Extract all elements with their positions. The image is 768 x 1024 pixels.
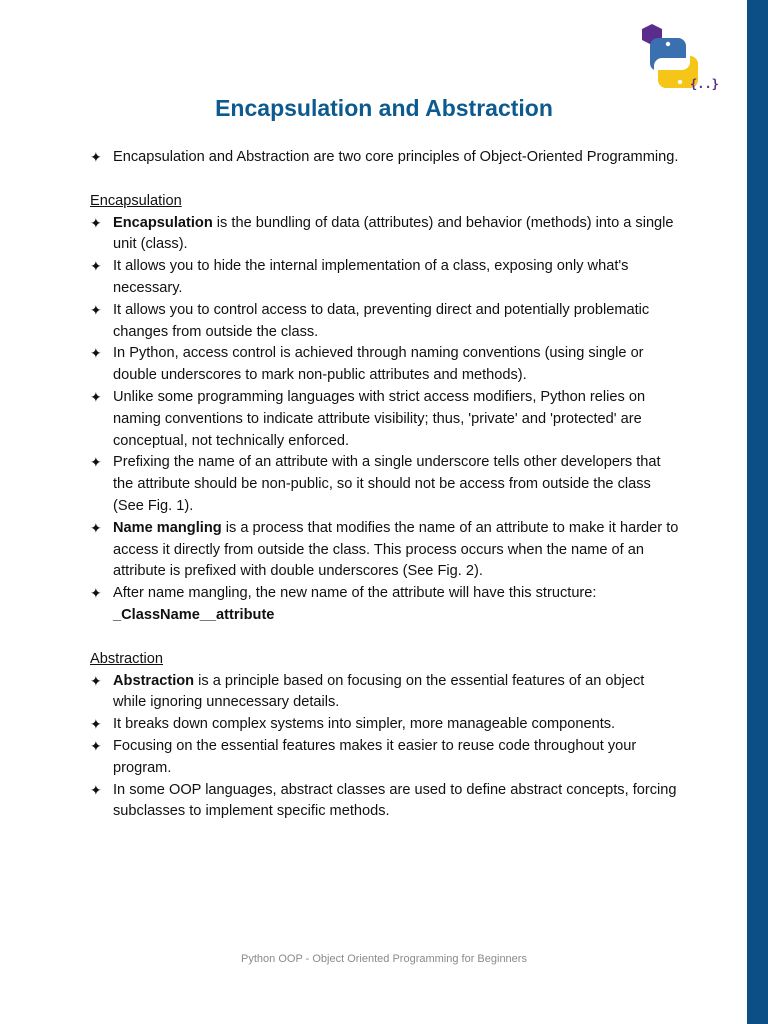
section-list — [90, 671, 680, 824]
bullet-star-icon: ✦ — [90, 737, 102, 754]
item-text: is a principle based on focusing on the essential features of an object while ignoring unnecessary details. — [113, 672, 645, 711]
item-text: Prefixing the name of an attribute with a single underscore tells other developers that the attribute should be non-public, so it should not be access from outside the class (See Fig. 1). — [113, 454, 661, 514]
item-text: Encapsulation and Abstraction are two core principles of Object-Oriented Programming. — [113, 149, 679, 165]
list-item — [90, 780, 680, 824]
page-footer: Python OOP - Object Oriented Programming for Beginners — [241, 953, 527, 965]
list-item — [90, 343, 680, 387]
bullet-star-icon: ✦ — [90, 454, 102, 471]
section-heading: Encapsulation — [90, 192, 182, 209]
bullet-star-icon: ✦ — [90, 149, 102, 165]
list-item — [90, 387, 680, 452]
intro-list — [90, 147, 680, 169]
bullet-star-icon: ✦ — [90, 519, 102, 536]
item-text: is a process that modifies the name of an attribute to make it harder to access it directly from outside the class. This process occurs when the name of an attribute is prefixed with double underscores (See Fig. 2). — [113, 519, 679, 580]
item-text: It allows you to hide the internal implementation of a class, exposing only what's necessary. — [113, 258, 629, 296]
item-text: It breaks down complex systems into simpler, more manageable components. — [113, 716, 616, 733]
item-text: In Python, access control is achieved through naming conventions (using single or double underscores to mark non-public attributes and methods). — [113, 345, 644, 384]
page-title: Encapsulation and Abstraction — [215, 95, 553, 121]
bullet-star-icon: ✦ — [90, 301, 102, 318]
term-bold: Encapsulation — [113, 214, 213, 231]
bullet-star-icon: ✦ — [90, 258, 102, 275]
item-text: It allows you to control access to data, preventing direct and potentially problematic changes from outside the class. — [113, 301, 650, 340]
side-accent-bar — [747, 0, 768, 1024]
list-item — [90, 256, 680, 300]
item-text: Focusing on the essential features makes it easier to reuse code throughout your program. — [113, 737, 637, 776]
bullet-star-icon: ✦ — [90, 781, 102, 798]
section-list — [90, 213, 680, 627]
term-bold: Abstraction — [113, 672, 195, 689]
bullet-star-icon: ✦ — [90, 716, 102, 733]
bullet-star-icon: ✦ — [90, 388, 102, 405]
term-bold: Name mangling — [113, 519, 222, 536]
list-item — [90, 452, 680, 517]
list-item — [90, 736, 680, 780]
list-item — [90, 518, 680, 583]
code-structure: _ClassName__attribute — [113, 606, 275, 623]
sections-container — [90, 191, 680, 823]
bullet-star-icon: ✦ — [90, 585, 102, 602]
item-text: is the bundling of data (attributes) and behavior (methods) into a single unit (class). — [113, 214, 674, 253]
list-item — [90, 213, 680, 257]
item-text: After name mangling, the new name of the attribute will have this structure: — [113, 585, 597, 602]
python-logo-icon — [640, 24, 720, 98]
list-item — [90, 583, 680, 627]
document-body — [90, 147, 680, 823]
list-item — [90, 714, 680, 736]
logo-badge: {..} — [690, 77, 719, 91]
list-item — [90, 147, 680, 169]
list-item — [90, 300, 680, 344]
item-text: In some OOP languages, abstract classes are used to define abstract concepts, forcing subclasses to implement specific methods. — [113, 781, 677, 820]
list-item — [90, 671, 680, 715]
section-heading: Abstraction — [90, 650, 164, 667]
bullet-star-icon: ✦ — [90, 672, 102, 689]
bullet-star-icon: ✦ — [90, 214, 102, 231]
bullet-star-icon: ✦ — [90, 345, 102, 362]
item-text: Unlike some programming languages with strict access modifiers, Python relies on naming conventions to indicate attribute visibility; thus, 'private' and 'protected' are conceptual, not technically enforced. — [113, 388, 646, 449]
